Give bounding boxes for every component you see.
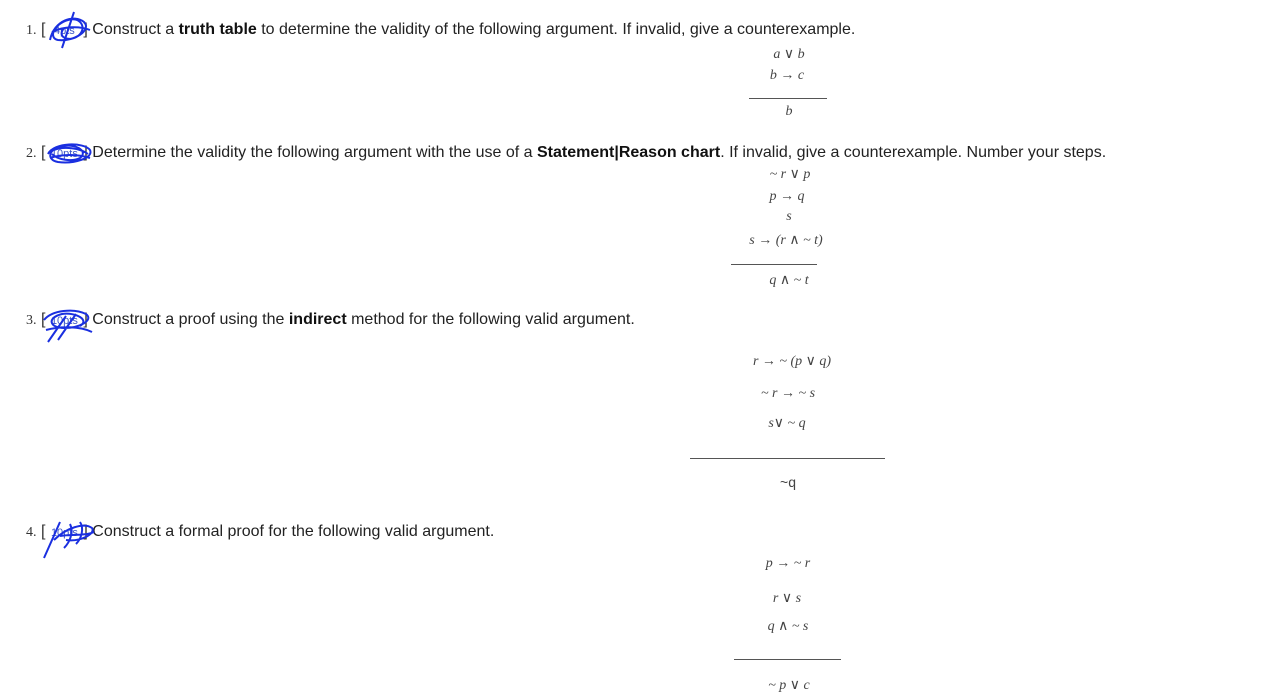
q2-conclusion-rule	[731, 264, 817, 265]
q3-premise-2: ~ r → ~ s	[760, 386, 816, 401]
q2-premise-1: ~ r ∨ p	[769, 167, 811, 182]
question-2-text-before: Determine the validity the following argument with the use of a	[87, 144, 537, 161]
q4-premise-2: r ∨ s	[772, 591, 802, 606]
question-1-points: 4pts	[54, 25, 75, 37]
q1-conclusion: b	[785, 104, 793, 119]
q3-conclusion-rule	[690, 458, 885, 459]
q3-premise-3: s∨ ~ q	[768, 416, 806, 431]
question-3-points: 10pts	[50, 315, 78, 327]
question-1-number: 1.	[26, 23, 37, 38]
question-1: 1. [ 4pts ] Construct a truth table to determine the validity of the following argument. If invalid, give a counterexample.	[26, 20, 855, 41]
question-4-points: 10pts	[50, 527, 78, 539]
question-2-bold: Statement|Reason chart	[536, 144, 721, 161]
question-4: 4. [ 10pts ] Construct a formal proof for the following valid argument.	[26, 522, 494, 543]
q4-conclusion-rule	[734, 659, 841, 660]
q2-premise-4: s → (r ∧ ~ t)	[749, 233, 823, 248]
q2-premise-2: p → q	[769, 189, 805, 204]
question-3-text-after: method for the following valid argument.	[346, 311, 635, 328]
q4-premise-3: q ∧ ~ s	[767, 619, 809, 634]
q2-conclusion: q ∧ ~ t	[769, 273, 809, 288]
question-3-number: 3.	[26, 313, 37, 328]
question-1-text-before: Construct a	[87, 21, 179, 38]
question-3-bold: indirect	[288, 311, 347, 328]
question-4-text-before: Construct a formal proof for the following valid argument.	[87, 523, 495, 540]
question-1-bold: truth table	[178, 21, 257, 38]
q3-premise-1: r → ~ (p ∨ q)	[752, 354, 832, 369]
q1-conclusion-rule	[749, 98, 827, 99]
q4-premise-1: p → ~ r	[765, 556, 811, 571]
q1-premise-1: a ∨ b	[773, 47, 805, 62]
question-2-number: 2.	[26, 146, 37, 161]
question-3: 3. [ 10pts ] Construct a proof using the indirect method for the following valid argument.	[26, 310, 635, 331]
question-2-text-after: . If invalid, give a counterexample. Number your steps.	[720, 144, 1107, 161]
question-4-number: 4.	[26, 525, 37, 540]
question-2: 2. [ 10pts ] Determine the validity the following argument with the use of a Statement|Reason chart. If invalid, give a counterexample. Number your steps.	[26, 143, 1106, 164]
question-1-text-after: to determine the validity of the following argument. If invalid, give a counterexample.	[256, 21, 856, 38]
q1-premise-2: b → c	[769, 68, 805, 83]
question-3-text-before: Construct a proof using the	[87, 311, 289, 328]
q4-conclusion: ~ p ∨ c	[768, 678, 810, 693]
q2-premise-3: s	[786, 209, 792, 224]
q3-conclusion: ~q	[780, 474, 796, 490]
question-2-points: 10pts	[50, 148, 78, 160]
